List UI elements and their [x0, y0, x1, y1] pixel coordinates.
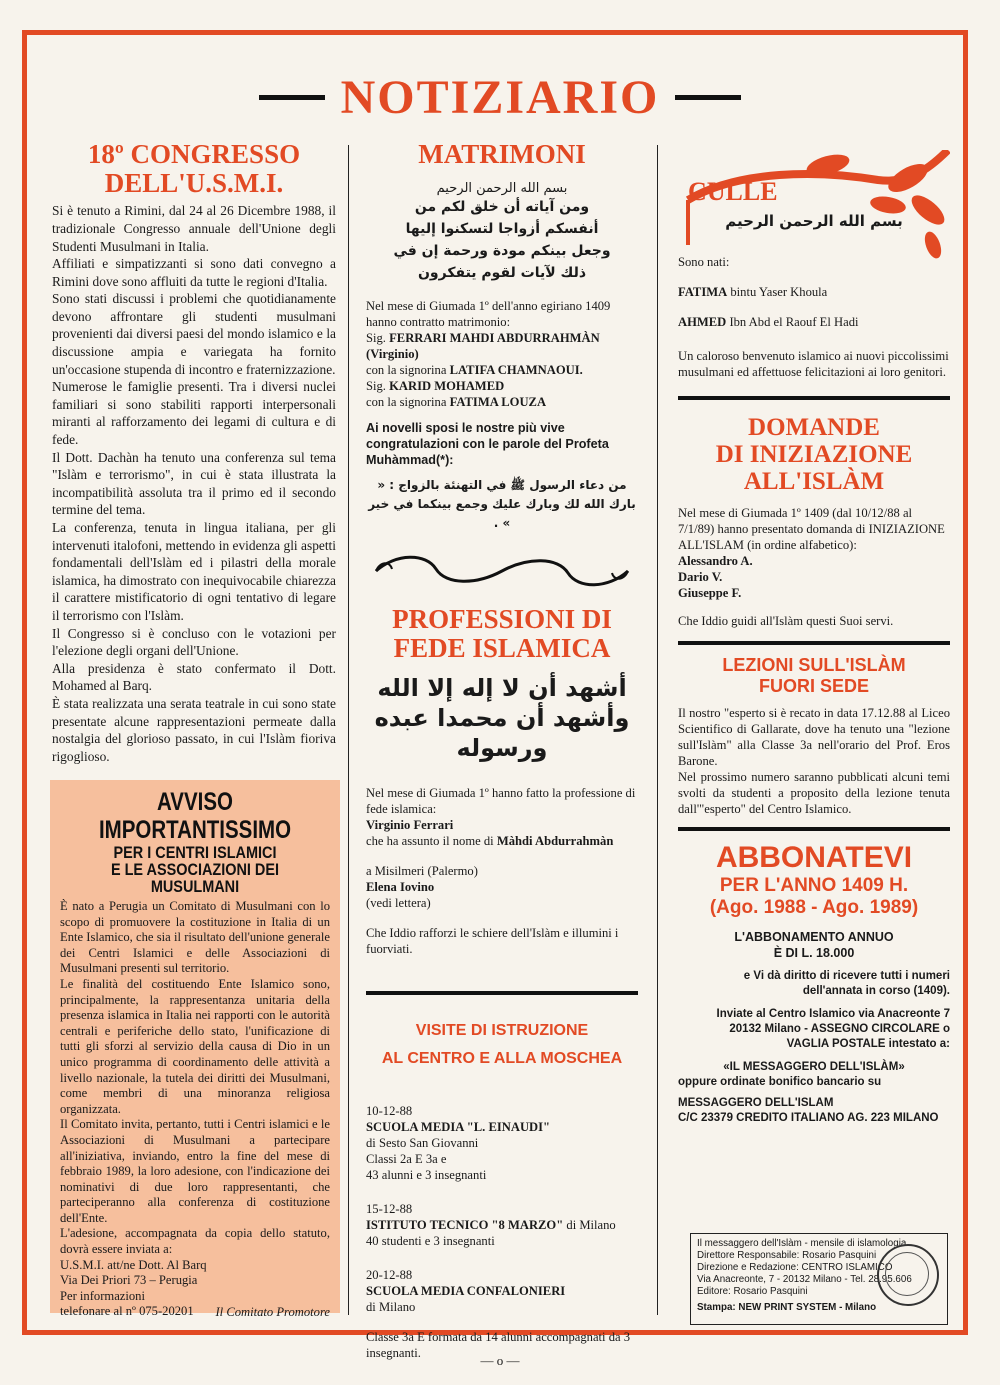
ornament-scroll: [366, 551, 638, 591]
avviso-paragraph: È nato a Perugia un Comitato di Musulmani con lo scopo di promuovere la costituzione in Italia di un Ente Islamico, che sia il risultato dell'unione generale dei Centri Islamici e delle Associazioni di Musulmani presenti sul territorio.: [60, 899, 330, 976]
domande-name: Dario V.: [678, 570, 723, 585]
column-divider-left: [348, 145, 349, 1315]
avviso-heading-2: IMPORTANTISSIMO: [98, 816, 292, 844]
matrimoni-congrats: Ai novelli sposi le nostre più vive congratulazioni con le parole del Profeta Muhàmmad(*):: [366, 421, 609, 468]
baby-name: AHMED: [678, 315, 727, 330]
imprint-box: [690, 1233, 948, 1325]
congresso-paragraph: Sono stati discussi i problemi che quotidianamente devono affrontare gli studenti musulmani provenienti dai diversi paesi del mondo islamico e la discussione ampia e variegata ha fornito un'occasione stupenda di incontro e fraternizzazione.: [52, 291, 336, 377]
matrimoni-couple-1: [366, 330, 638, 378]
domande-closing: Che Iddio guidi all'Islàm questi Suoi servi.: [678, 614, 894, 629]
culle-baby-1: [678, 284, 950, 300]
professioni-closing: Che Iddio rafforzi le schiere dell'Islàm e illumini i fuorviati.: [366, 926, 619, 957]
person-note: (vedi lettera): [366, 896, 431, 911]
congresso-paragraph: Si è tenuto a Rimini, dal 24 al 26 Dicembre 1988, il tradizionale Congresso annuale dell'Unione degli Studenti Musulmani in Italia.: [52, 203, 336, 254]
avviso-signature: Il Comitato Promotore: [215, 1305, 330, 1320]
matrimoni-arabic-basmala: بسم الله الرحمن الرحيم: [436, 181, 568, 197]
visite-line: di Sesto San Giovanni: [366, 1136, 479, 1151]
avviso-address: U.S.M.I. att/ne Dott. Al Barq: [60, 1257, 207, 1272]
column-left: [52, 140, 336, 765]
abbonatevi-rule: [678, 827, 950, 831]
avviso-body: [60, 899, 330, 1321]
domande-names: [678, 553, 950, 601]
abbonatevi-inv-line3: VAGLIA POSTALE intestato a:: [786, 1038, 950, 1051]
person-name: Elena Iovino: [366, 880, 435, 895]
lezioni-paragraph: Nel prossimo numero saranno pubblicati alcuni temi svolti da studenti a proposito della lezione tenuta dall'"esperto" del Centro Islamico.: [678, 770, 950, 817]
avviso-paragraph: L'adesione, accompagnata da copia dello statuto, dovrà essere inviata a:: [60, 1226, 330, 1257]
visite-item-2: [366, 1201, 638, 1249]
avviso-address: Per informazioni: [60, 1288, 145, 1303]
lezioni-body: [678, 705, 950, 817]
congresso-body: [52, 202, 336, 765]
congresso-paragraph: Affiliati e simpatizzanti si sono dati convegno a Rimini dove sono affluiti da tutte le regioni d'Italia.: [52, 256, 336, 289]
congresso-title: [52, 140, 336, 198]
avviso-paragraph: Il Comitato invita, pertanto, tutti i Centri islamici e le Associazioni di Musulmani a partecipare all'iniziativa, inviando, entro la fine del mese di febbraio 1989, la loro adesione, con l'indicazione dei nominativi di due loro rappresentanti, che parteciperanno alla conferenza di costituzione dell'Ente.: [60, 1117, 330, 1225]
culle-baby-2: [678, 314, 950, 330]
domande-name: Alessandro A.: [678, 554, 753, 569]
baby-parents: bintu Yaser Khoula: [730, 285, 828, 300]
page-folio: — o —: [480, 1353, 520, 1368]
person-text: che ha assunto il nome di: [366, 834, 494, 849]
abbonatevi-sub1: PER L'ANNO 1409 H.: [719, 875, 909, 897]
baby-name: FATIMA: [678, 285, 728, 300]
visite-item-3: [366, 1267, 638, 1315]
professioni-person-2: [366, 863, 638, 911]
lezioni-title: [678, 655, 950, 697]
couple-with: con la signorina: [366, 395, 447, 410]
lezioni-paragraph: Il nostro "esperto si è recato in data 17.12.88 al Liceo Scientifico di Gallarate, dove ha tenuto una "lezione sull'Islàm" alla Classe 3a nell'orario del Prof. Eros Barone.: [678, 706, 950, 769]
congresso-paragraph: Numerose le famiglie presenti. Tra i diversi nuclei familiari si sono stabiliti rapporti interpersonali miranti al rafforzamento dei legami di cultura e di fede.: [52, 379, 336, 448]
lezioni-rule: [678, 641, 950, 645]
visite-date: 10-12-88: [366, 1104, 413, 1119]
column-right: [678, 140, 950, 1126]
domande-title-line2: DI INIZIAZIONE: [715, 441, 913, 469]
person-name: Virginio Ferrari: [366, 818, 454, 833]
avviso-address: telefonare al nº 075-20201: [60, 1304, 194, 1319]
couple-groom: FERRARI MAHDI ABDURRAHMÀN: [389, 331, 600, 346]
professioni-arabic-shahada: أشهد أن لا إله إلا الله وأشهد أن محمدا عبده ورسوله: [374, 674, 630, 763]
abbonatevi-inv-line2: 20132 Milano - ASSEGNO CIRCOLARE o: [729, 1023, 950, 1036]
congresso-paragraph: Il Congresso si è concluso con le votazioni per l'elezione degli organi dell'Unione.: [52, 625, 336, 659]
matrimoni-couple-2: [366, 378, 638, 410]
column-middle: [366, 140, 638, 1361]
professioni-title-line1: PROFESSIONI DI: [392, 604, 612, 635]
abbonatevi-account-line2: C/C 23379 CREDITO ITALIANO AG. 223 MILANO: [678, 1112, 939, 1125]
domande-title-line1: DOMANDE: [748, 414, 880, 442]
culle-intro: Sono nati:: [678, 255, 730, 270]
visite-line: di Milano: [366, 1300, 416, 1315]
abbonatevi-sub2: (Ago. 1988 - Ago. 1989): [709, 897, 919, 919]
abbonatevi-inv-line1: Inviate al Centro Islamico via Anacreonte 7: [716, 1008, 950, 1021]
visite-line: 43 alunni e 3 insegnanti: [366, 1168, 487, 1183]
congresso-paragraph: Il Dott. Dachàn ha tenuto una conferenza sul tema "Islàm e terrorismo", in cui è stata illustrata la incompatibilità assoluta tra il primo ed il secondo termine del tema.: [52, 449, 336, 518]
congresso-paragraph: Alla presidenza è stato confermato il Dott. Mohamed al Barq.: [52, 660, 336, 694]
culle-closing: Un caloroso benvenuto islamico ai nuovi piccolissimi musulmani ed affettuose felicitazioni ai loro genitori.: [678, 349, 949, 380]
congresso-title-line1: 18º CONGRESSO: [87, 139, 301, 169]
masthead-dash-right: [675, 95, 741, 100]
abbonatevi-instructions: [678, 1007, 950, 1052]
abbonatevi-price-line1: L'ABBONAMENTO ANNUO: [734, 930, 894, 945]
visite-school: SCUOLA MEDIA "L. EINAUDI": [366, 1120, 551, 1135]
couple-bride: FATIMA LOUZA: [449, 395, 547, 410]
avviso-subheading-3: MUSULMANI: [150, 877, 240, 896]
imprint-line: Il messaggero dell'Islàm - mensile di islamologia: [697, 1238, 907, 1249]
imprint-line: Direttore Responsabile: Rosario Pasquini: [697, 1250, 877, 1261]
abbonatevi-rights-line1: e Vi dà diritto di ricevere tutti i numeri: [743, 970, 950, 983]
visite-closing: Classe 3a E formata da 14 alunni accompagnati da 3 insegnanti.: [366, 1330, 631, 1361]
couple-groom: KARID MOHAMED: [389, 379, 505, 394]
visite-line: Classi 2a E 3a e: [366, 1152, 447, 1167]
visite-title: [366, 1017, 638, 1073]
person-place: a Misilmeri (Palermo): [366, 864, 478, 879]
matrimoni-arabic-verse: ومن آياته أن خلق لكم من أنفسكم أزواجا لتسكنوا إليها وجعل بينكم مودة ورحمة إن في ذلك لآيات لقوم يتفكرون: [393, 199, 611, 282]
professioni-intro: Nel mese di Giumada 1º hanno fatto la professione di fede islamica:: [366, 786, 636, 817]
couple-note: (Virginio): [366, 347, 419, 362]
visite-rule: [366, 991, 638, 995]
domande-name: Giuseppe F.: [678, 586, 742, 601]
avviso-paragraph: Le finalità del costituendo Ente Islamico sono, principalmente, la rappresentanza unitaria della presenza islamica in Italia nei rapporti con le autorità centrali e periferiche dello stato, l'unificazione di tutti gli sforzi al servizio della causa di Dio in un unico programma di coordinamento delle attività a livello nazionale, la tutela dei diritti dei Musulmani, come membri di una minoranza religiosa organizzata.: [60, 976, 330, 1116]
culle-section: [678, 140, 950, 380]
visite-title-line1: VISITE DI ISTRUZIONE: [415, 1022, 589, 1040]
professioni-person-1: [366, 817, 638, 849]
abbonatevi-price: [678, 929, 950, 961]
visite-date: 20-12-88: [366, 1268, 413, 1283]
abbonatevi-account: [678, 1096, 950, 1126]
abbonatevi-price-line2: È DI L. 18.000: [773, 946, 855, 961]
person-new-name: Màhdi Abdurrahmàn: [496, 834, 614, 849]
imprint-line: Via Anacreonte, 7 - 20132 Milano - Tel. 28.95.606: [697, 1274, 912, 1285]
lezioni-title-line1: LEZIONI SULL'ISLÀM: [722, 655, 906, 676]
abbonatevi-title: ABBONATEVI: [715, 841, 913, 875]
visite-school-suffix: di Milano: [566, 1218, 616, 1233]
masthead-title: NOTIZIARIO: [340, 71, 660, 124]
avviso-box: [50, 780, 340, 1320]
avviso-heading: AVVISO: [157, 788, 233, 816]
imprint-line: Editore: Rosario Pasquini: [697, 1286, 808, 1297]
domande-intro: Nel mese di Giumada 1º 1409 (dal 10/12/88 al 7/1/89) hanno presentato domanda di INIZIAZIONE ALL'ISLAM (in ordine alfabetico):: [678, 506, 945, 553]
professioni-title: [366, 605, 638, 663]
baby-parents: Ibn Abd el Raouf El Hadi: [729, 315, 859, 330]
domande-title-line3: ALL'ISLÀM: [743, 468, 885, 496]
masthead: [0, 70, 1000, 125]
abbonatevi-rights-line2: dell'annata in corso (1409).: [802, 985, 950, 998]
lezioni-title-line2: FUORI SEDE: [758, 676, 869, 697]
congresso-title-line2: DELL'U.S.M.I.: [104, 168, 284, 199]
visite-school: SCUOLA MEDIA CONFALONIERI: [366, 1284, 566, 1299]
abbonatevi-bonifico: oppure ordinate bonifico bancario su: [678, 1076, 882, 1089]
couple-with: con la signorina: [366, 363, 447, 378]
avviso-subheading: PER I CENTRI ISLAMICI: [113, 843, 277, 862]
couple-prefix: Sig.: [366, 379, 386, 394]
matrimoni-arabic-hadith: من دعاء الرسول ﷺ في التهنئة بالزواج : « بارك الله لك وبارك عليك وجمع بينكما في خير » .: [368, 478, 636, 531]
abbonatevi-heading: [678, 841, 950, 919]
visite-item-1: [366, 1103, 638, 1183]
abbonatevi-rights: [678, 969, 950, 999]
culle-arabic: بسم الله الرحمن الرحيم: [725, 212, 903, 231]
domande-rule: [678, 396, 950, 400]
domande-title: [678, 414, 950, 495]
professioni-title-line2: FEDE ISLAMICA: [393, 633, 611, 664]
imprint-line: Stampa: NEW PRINT SYSTEM - Milano: [697, 1302, 877, 1313]
matrimoni-intro: Nel mese di Giumada 1º dell'anno egiriano 1409 hanno contratto matrimonio:: [366, 299, 611, 330]
visite-title-line2: AL CENTRO E ALLA MOSCHEA: [381, 1050, 623, 1068]
column-divider-right: [657, 145, 658, 1315]
seal-icon: [877, 1244, 939, 1306]
visite-school: ISTITUTO TECNICO "8 MARZO": [366, 1218, 564, 1233]
congresso-paragraph: È stata realizzata una serata teatrale in cui sono state presentate alcune rappresentazioni permeate dalla nostalgia del glorioso passato, in cui l'Islàm fioriva rigoglioso.: [52, 695, 336, 764]
visite-line: 40 studenti e 3 insegnanti: [366, 1234, 495, 1249]
congresso-paragraph: La conferenza, tenuta in lingua italiana, per gli intervenuti italofoni, mettendo in evidenza gli aspetti fondamentali dell'Islàm ed i pilastri della morale islamica, ha dimostrato con inequivocabile chiarezza il carattere mistificatorio di ogni tentativo di legare il terrorismo con l'Islàm.: [52, 520, 336, 623]
abbonatevi-account-line1: MESSAGGERO DELL'ISLAM: [678, 1097, 834, 1110]
abbonatevi-messaggero: «IL MESSAGGERO DELL'ISLÀM»: [723, 1061, 905, 1074]
imprint-line: Direzione e Redazione: CENTRO ISLAMICO: [697, 1262, 893, 1273]
couple-bride: LATIFA CHAMNAOUI.: [449, 363, 583, 378]
culle-title: CULLE: [688, 177, 778, 206]
masthead-dash-left: [259, 95, 325, 100]
avviso-subheading-2: E LE ASSOCIAZIONI DEI: [110, 860, 280, 879]
visite-date: 15-12-88: [366, 1202, 413, 1217]
couple-prefix: Sig.: [366, 331, 386, 346]
avviso-address: Via Dei Priori 73 – Perugia: [60, 1273, 198, 1288]
matrimoni-title: MATRIMONI: [418, 139, 586, 169]
